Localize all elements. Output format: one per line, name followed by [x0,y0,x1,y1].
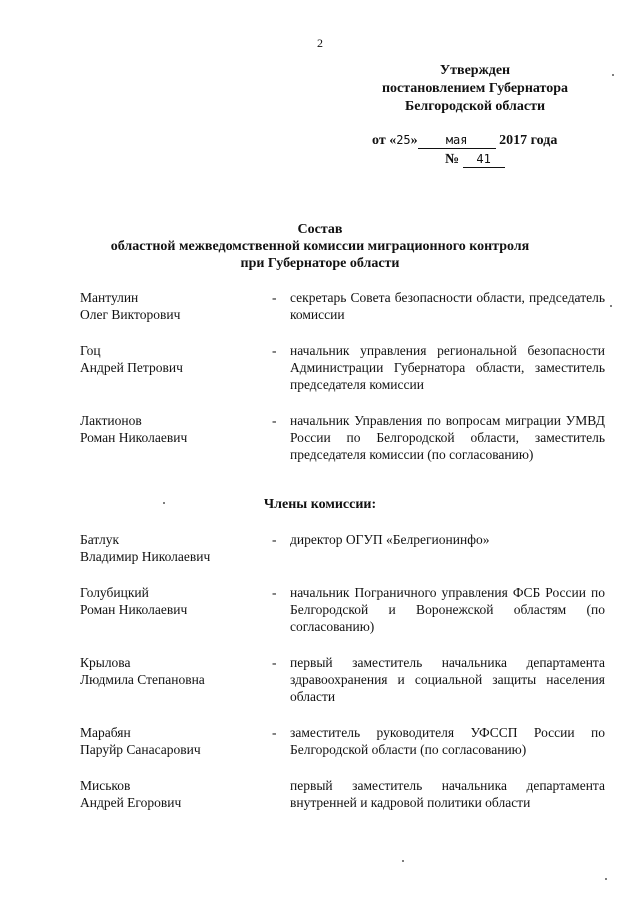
person-given-names: Владимир Николаевич [80,549,211,564]
person-surname: Миськов [80,778,131,793]
document-title [0,221,640,272]
number-prefix: № [445,152,460,167]
dash-separator: - [272,532,277,547]
person-given-names: Роман Николаевич [80,602,188,617]
person-given-names: Людмила Степановна [80,672,205,687]
person-name [80,654,265,688]
person-given-names: Андрей Петрович [80,360,183,375]
title-line-2: областной межведомственной комиссии миграционного контроля [110,239,530,254]
date-year: 2017 года [499,133,558,148]
person-surname: Голубицкий [80,585,149,600]
approval-stamp [360,62,590,116]
person-position: начальник Управления по вопросам миграции УМВД России по Белгородской области, заместитель председателя комиссии (по согласованию) [290,413,605,462]
person-surname: Батлук [80,532,120,547]
person-surname: Гоц [80,343,101,358]
person-name [80,289,265,323]
date-prefix: от « [372,133,397,148]
person-given-names: Андрей Егорович [80,795,182,810]
dash-separator: - [272,655,277,670]
person-surname: Крылова [80,655,131,670]
scan-speck [163,502,165,504]
number-value: 41 [476,152,491,166]
person-name [80,412,265,446]
scan-speck [610,305,612,307]
person-given-names: Олег Викторович [80,307,181,322]
decree-number [445,152,505,168]
person-position: первый заместитель начальника департамента внутренней и кадровой политики области [290,778,605,810]
person-position: секретарь Совета безопасности области, председатель комиссии [290,290,605,322]
person-surname: Марабян [80,725,131,740]
person-position: заместитель руководителя УФССП России по Белгородской области (по согласованию) [290,725,605,757]
person-position: начальник управления региональной безопасности Администрации Губернатора области, заместитель председателя комиссии [290,343,605,392]
decree-date [372,133,557,149]
number-blank [463,152,505,168]
person-name [80,531,265,565]
person-surname: Лактионов [80,413,142,428]
approval-line-region: Белгородской области [404,99,546,114]
members-heading: Члены комиссии: [263,497,377,512]
date-mid: » [410,133,418,148]
dash-separator: - [272,585,277,600]
approval-line-decree: постановлением Губернатора [381,81,569,96]
dash-separator: - [272,725,277,740]
person-given-names: Роман Николаевич [80,430,188,445]
approval-line-approved: Утвержден [439,63,511,78]
page-number: 2 [317,36,323,50]
scan-speck [605,878,607,880]
person-surname: Мантулин [80,290,139,305]
scan-speck [402,860,404,862]
dash-separator: - [272,343,277,358]
dash-separator: - [272,290,277,305]
person-name [80,777,265,811]
person-position: директор ОГУП «Белрегионинфо» [290,532,490,547]
date-month-blank [418,133,496,149]
person-name [80,342,265,376]
dash-separator: - [272,413,277,428]
scan-speck [612,74,614,76]
title-line-1: Состав [297,222,343,237]
person-name [80,584,265,618]
person-name [80,724,265,758]
person-position: первый заместитель начальника департамента здравоохранения и социальной защиты населения области [290,655,605,704]
title-line-3: при Губернаторе области [240,256,400,271]
date-month: мая [445,133,468,147]
person-given-names: Паруйр Санасарович [80,742,201,757]
date-day: 25 [396,133,411,147]
person-position: начальник Пограничного управления ФСБ России по Белгородской и Воронежской областям (по согласованию) [290,585,605,634]
